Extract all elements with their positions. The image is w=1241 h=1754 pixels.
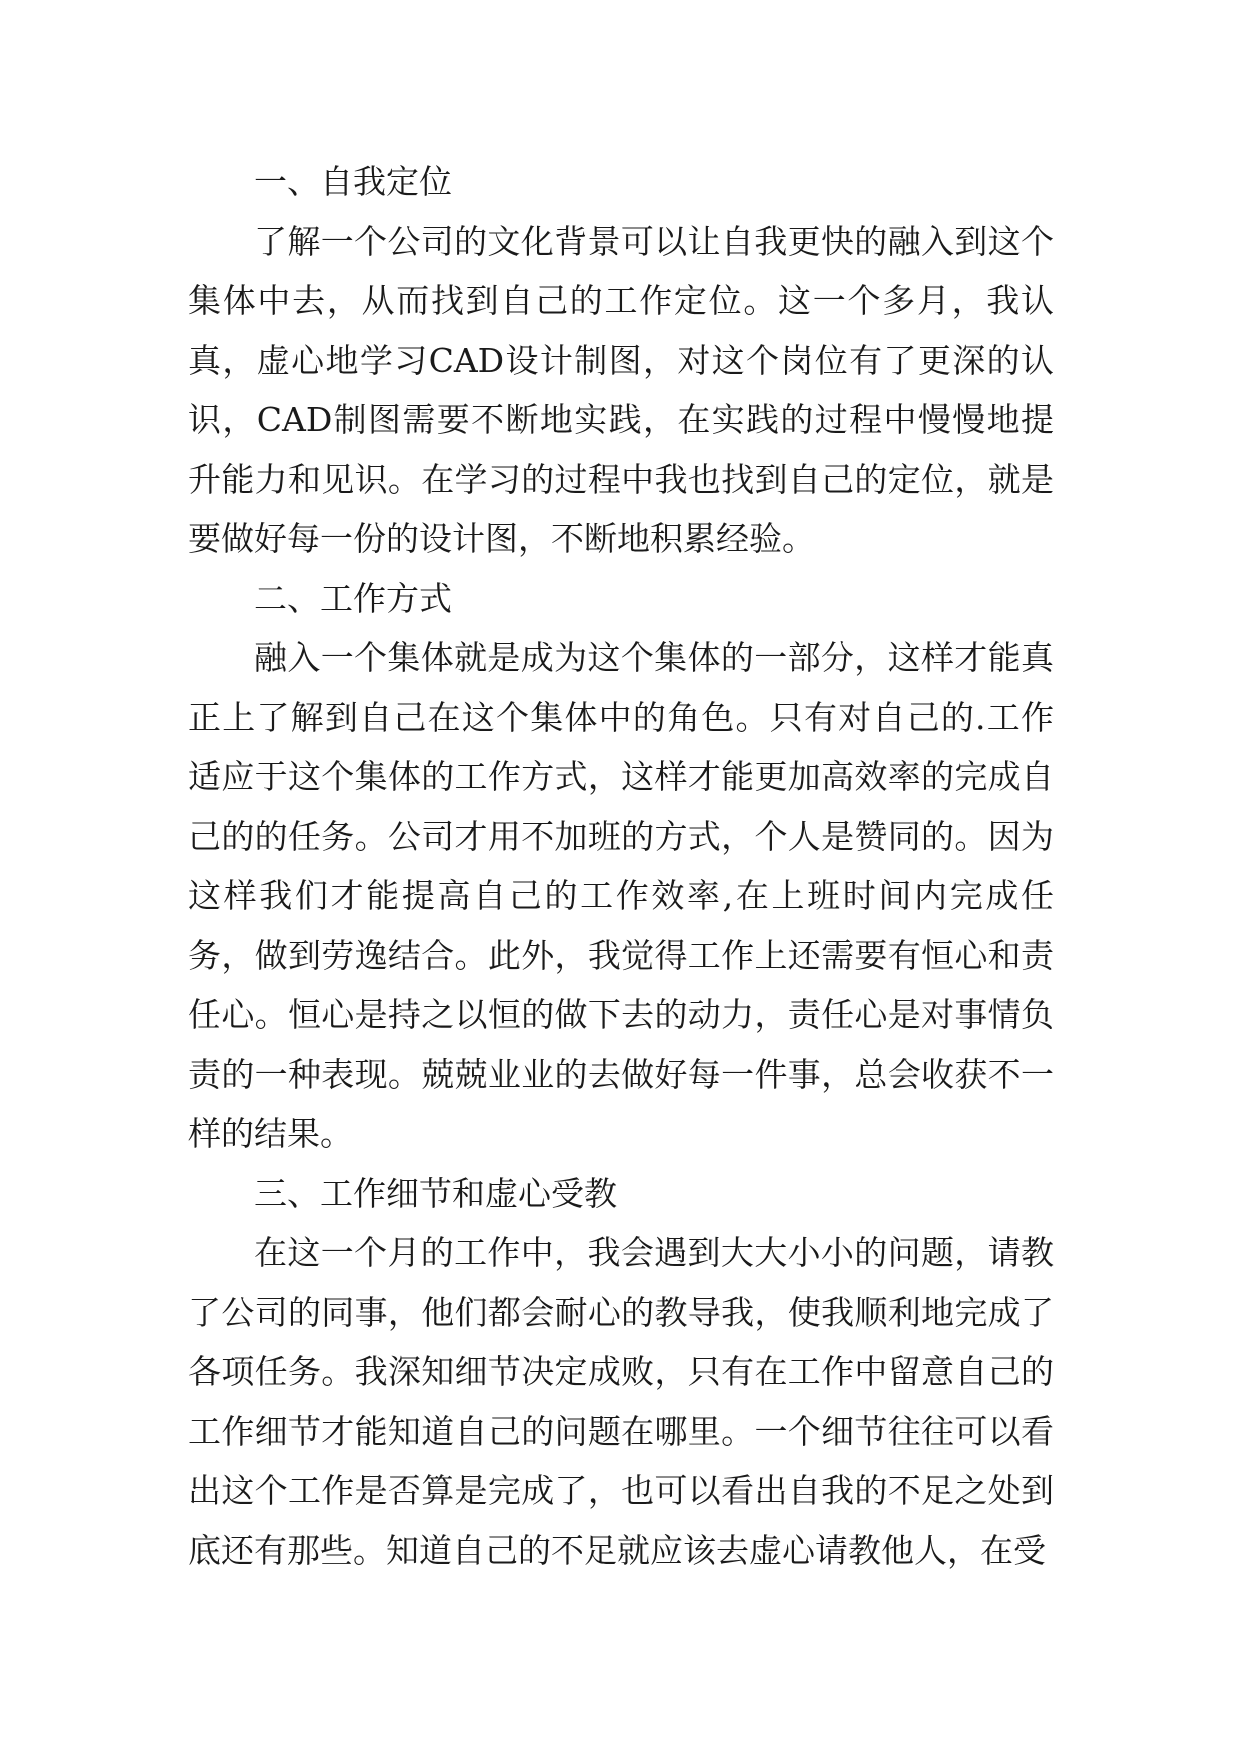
section-paragraph-work-details: 在这一个月的工作中，我会遇到大大小小的问题，请教了公司的同事，他们都会耐心的教导我，使我顺利地完成了各项任务。我深知细节决定成败，只有在工作中留意自己的工作细节才能知道自己的问题在哪里。一个细节往往可以看出这个工作是否算是完成了，也可以看出自我的不足之处到底还有那些。知道自己的不足就应该去虚心请教他人，在受: [188, 1233, 1054, 1570]
document-page: [188, 152, 1054, 1580]
section-paragraph-self-positioning: 了解一个公司的文化背景可以让自我更快的融入到这个集体中去，从而找到自己的工作定位。这一个多月，我认真，虚心地学习CAD设计制图，对这个岗位有了更深的认识，CAD制图需要不断地实践，在实践的过程中慢慢地提升能力和见识。在学习的过程中我也找到自己的定位，就是要做好每一份的设计图，不断地积累经验。: [188, 221, 1054, 558]
section-heading-work-method: 二、工作方式: [254, 578, 452, 618]
section-heading-work-details: 三、工作细节和虚心受教: [254, 1173, 617, 1213]
section-heading-self-positioning: 一、自我定位: [254, 162, 452, 201]
section-paragraph-work-method: 融入一个集体就是成为这个集体的一部分，这样才能真正上了解到自己在这个集体中的角色。只有对自己的.工作适应于这个集体的工作方式，这样才能更加高效率的完成自己的的任务。公司才用不加班的方式，个人是赞同的。因为这样我们才能提高自己的工作效率,在上班时间内完成任务，做到劳逸结合。此外，我觉得工作上还需要有恒心和责任心。恒心是持之以恒的做下去的动力，责任心是对事情负责的一种表现。兢兢业业的去做好每一件事，总会收获不一样的结果。: [188, 638, 1054, 1153]
